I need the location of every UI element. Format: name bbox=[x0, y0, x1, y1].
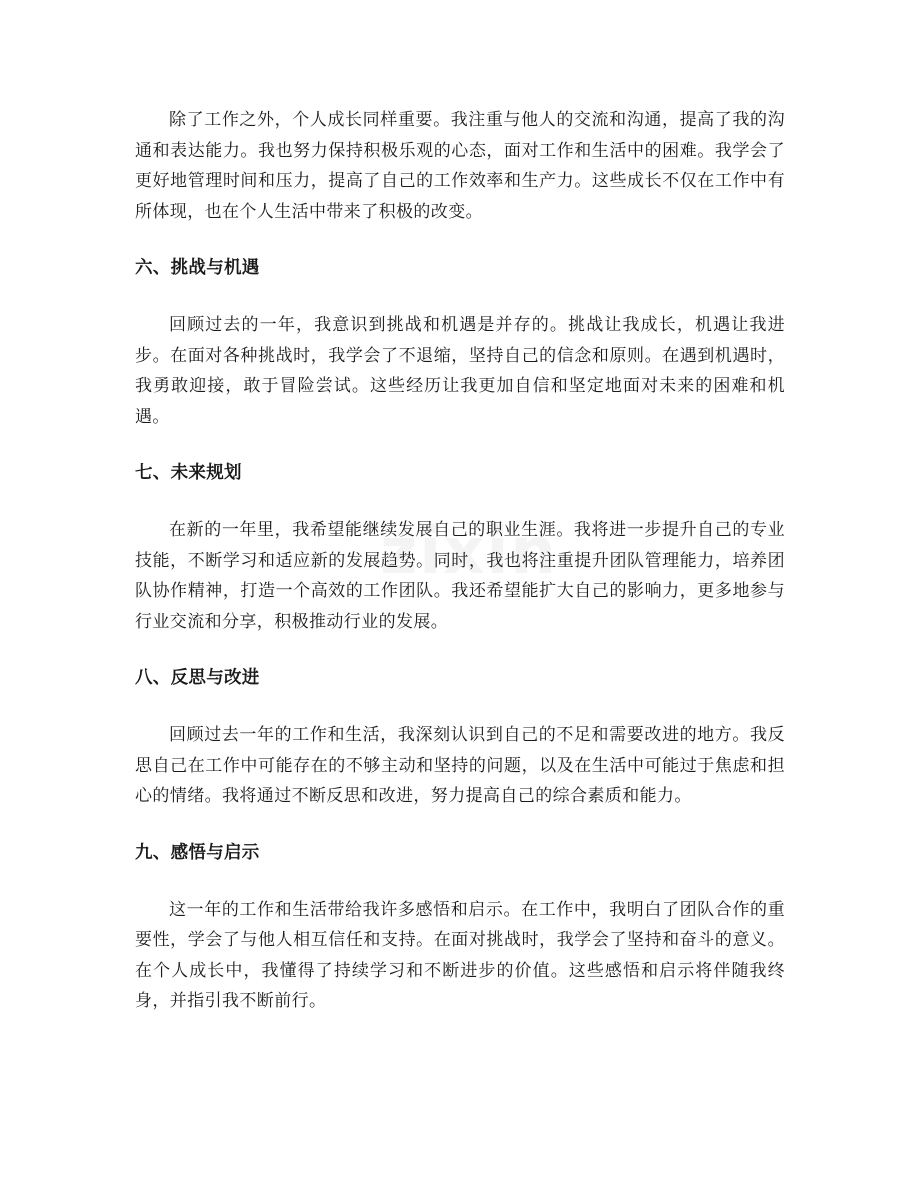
intro-paragraph: 除了工作之外，个人成长同样重要。我注重与他人的交流和沟通，提高了我的沟通和表达能力。我也努力保持积极乐观的心态，面对工作和生活中的困难。我学会了更好地管理时间和压力，提高了自己的工作效率和生产力。这些成长不仅在工作中有所体现，也在个人生活中带来了积极的改变。 bbox=[135, 110, 785, 222]
section-heading-insights: 九、感悟与启示 bbox=[135, 842, 260, 863]
section-heading-future-plan: 七、未来规划 bbox=[135, 463, 242, 483]
section-paragraph-challenges: 回顾过去的一年，我意识到挑战和机遇是并存的。挑战让我成长，机遇让我进步。在面对各种挑战时，我学会了不退缩，坚持自己的信念和原则。在遇到机遇时，我勇敢迎接，敢于冒险尝试。这些经历让我更加自信和坚定地面对未来的困难和机遇。 bbox=[135, 315, 785, 427]
section-paragraph-future-plan: 在新的一年里，我希望能继续发展自己的职业生涯。我将进一步提升自己的专业技能，不断学习和适应新的发展趋势。同时，我也将注重提升团队管理能力，培养团队协作精神，打造一个高效的工作团队。我还希望能扩大自己的影响力，更多地参与行业交流和分享，积极推动行业的发展。 bbox=[135, 520, 785, 632]
section-heading-challenges: 六、挑战与机遇 bbox=[135, 258, 260, 278]
document-page bbox=[135, 105, 785, 1017]
section-heading-reflection: 八、反思与改进 bbox=[135, 668, 260, 688]
section-paragraph-insights: 这一年的工作和生活带给我许多感悟和启示。在工作中，我明白了团队合作的重要性，学会了与他人相互信任和支持。在面对挑战时，我学会了坚持和奋斗的意义。在个人成长中，我懂得了持续学习和不断进步的价值。这些感悟和启示将伴随我终身，并指引我不断前行。 bbox=[135, 899, 785, 1011]
section-paragraph-reflection: 回顾过去一年的工作和生活，我深刻认识到自己的不足和需要改进的地方。我反思自己在工作中可能存在的不够主动和坚持的问题，以及在生活中可能过于焦虑和担心的情绪。我将通过不断反思和改进，努力提高自己的综合素质和能力。 bbox=[135, 725, 785, 806]
